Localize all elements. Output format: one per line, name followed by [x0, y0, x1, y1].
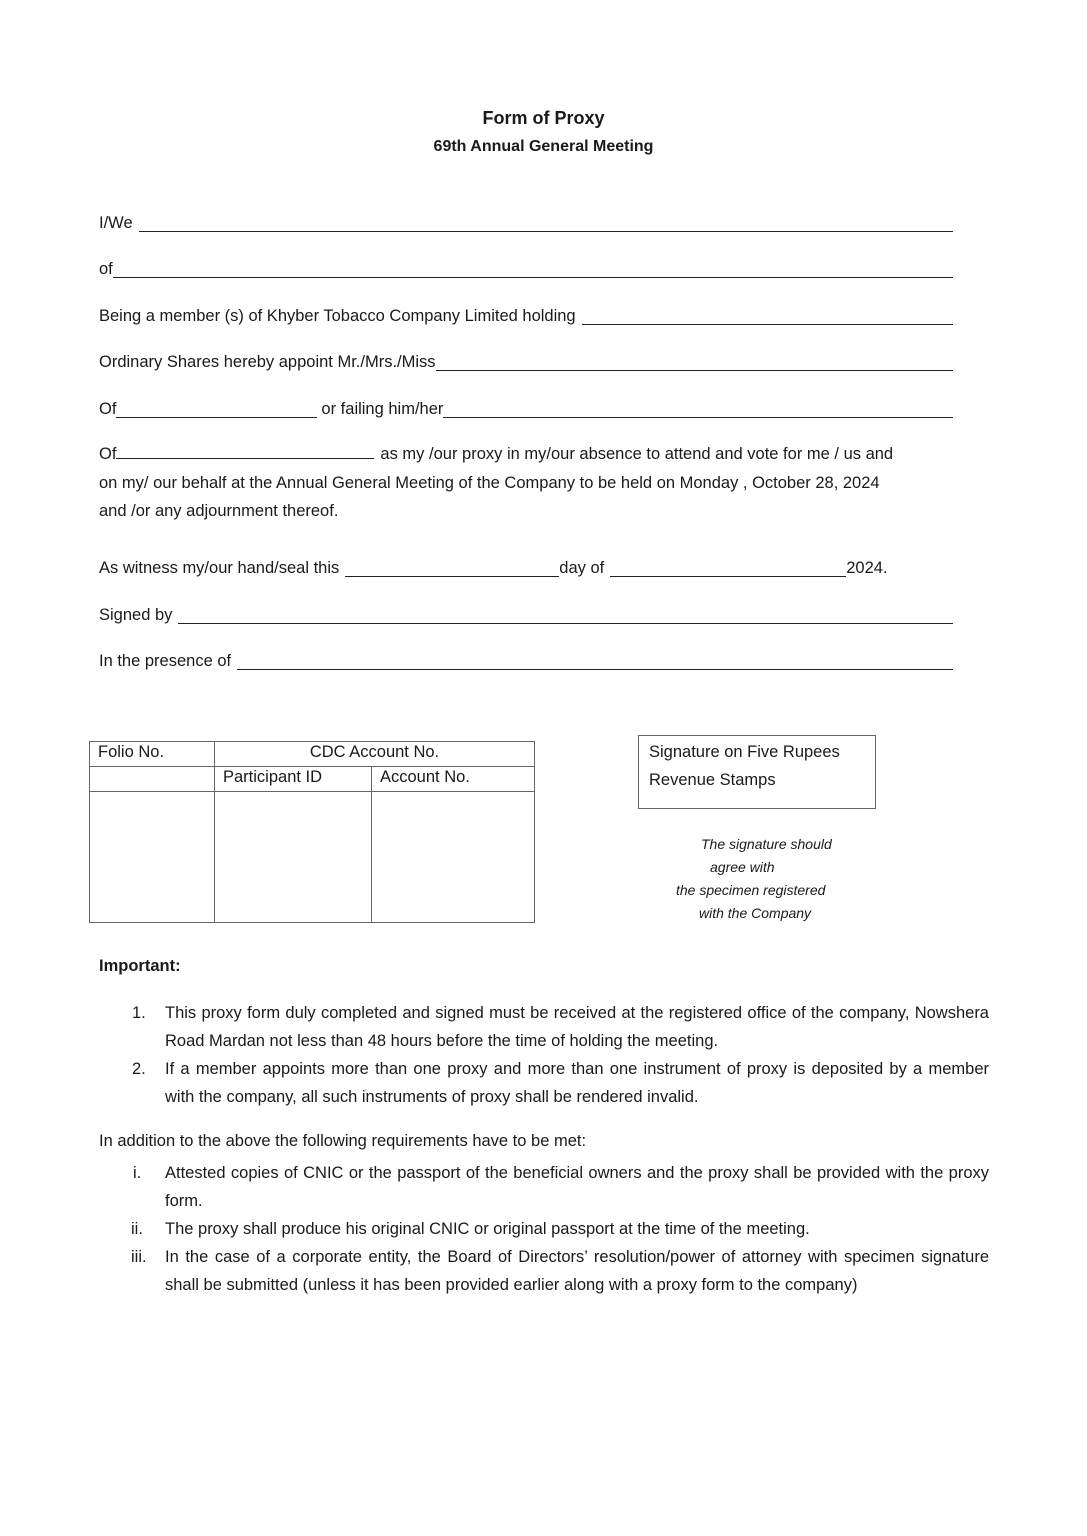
folio-cell[interactable] [90, 792, 215, 923]
list-item [99, 1243, 989, 1299]
folio-subheader-empty [90, 767, 215, 792]
requirements-intro: In addition to the above the following requirements have to be met: [99, 1132, 587, 1150]
cdc-account-table [89, 741, 535, 923]
account-no-cell[interactable] [372, 792, 535, 923]
list-item-number [99, 999, 165, 1055]
signature-note-line: agree with [710, 859, 775, 875]
day-of-label: day of [559, 559, 605, 577]
proxy-paragraph [99, 440, 979, 526]
list-item [99, 1159, 989, 1215]
proxy-address-field[interactable] [116, 399, 317, 418]
year-label: 2024. [846, 559, 888, 577]
alternate-proxy-address-field[interactable] [116, 440, 374, 459]
witness-label: As witness my/our hand/seal this [99, 559, 340, 577]
participant-id-cell[interactable] [215, 792, 372, 923]
appoint-row [99, 349, 953, 373]
member-row [99, 303, 953, 327]
list-number: 2. [132, 1060, 146, 1078]
of-address-field[interactable] [113, 259, 953, 278]
list-number: i. [133, 1164, 142, 1182]
stamp-label-line-2: Revenue Stamps [649, 771, 776, 789]
list-item-text: The proxy shall produce his original CNIC or original passport at the time of the meeting. [165, 1220, 810, 1238]
signature-note [640, 833, 900, 925]
stamp-label-line-1: Signature on Five Rupees [649, 743, 840, 761]
table-header-row [90, 742, 535, 767]
list-item-number [99, 1159, 165, 1215]
iwe-field[interactable] [139, 213, 953, 232]
signed-by-field[interactable] [178, 605, 953, 624]
cdc-header: CDC Account No. [215, 742, 535, 767]
folio-header: Folio No. [90, 742, 215, 767]
shares-held-field[interactable] [582, 306, 953, 325]
witness-row [99, 555, 939, 579]
member-label: Being a member (s) of Khyber Tobacco Company Limited holding [99, 307, 576, 325]
of2-label: Of [99, 400, 117, 418]
revenue-stamp-box[interactable] [638, 735, 876, 809]
iwe-label: I/We [99, 214, 133, 232]
list-item-number [99, 1215, 165, 1243]
witness-name-field[interactable] [237, 651, 953, 670]
list-item [99, 1055, 989, 1111]
iwe-row [99, 210, 953, 234]
important-heading: Important: [99, 957, 181, 975]
day-field[interactable] [345, 558, 559, 577]
failing-label: or failing him/her [321, 400, 444, 418]
of3-label: Of [99, 445, 117, 463]
failing-row [99, 396, 953, 420]
list-item [99, 1215, 989, 1243]
signed-by-row [99, 602, 953, 626]
document-subtitle: 69th Annual General Meeting [433, 138, 654, 155]
presence-row [99, 648, 953, 672]
table-subheader-row [90, 767, 535, 792]
list-item-number [99, 1243, 165, 1299]
account-no-header: Account No. [372, 767, 535, 792]
of-row [99, 256, 953, 280]
presence-label: In the presence of [99, 652, 232, 670]
alternate-proxy-field[interactable] [443, 399, 953, 418]
list-item-text: Attested copies of CNIC or the passport of the beneficial owners and the proxy shall be provided with the proxy form. [165, 1164, 989, 1210]
proxy-text-3: and /or any adjournment thereof. [99, 502, 339, 520]
month-field[interactable] [610, 558, 846, 577]
list-item-text: In the case of a corporate entity, the Board of Directors’ resolution/power of attorney with specimen signature shall be submitted (unless it has been provided earlier along with a proxy form to the company) [165, 1248, 989, 1294]
proxy-name-field[interactable] [436, 352, 953, 371]
signature-note-line: the specimen registered [676, 882, 826, 898]
requirements-list [99, 1159, 989, 1299]
list-item [99, 999, 989, 1055]
list-number: iii. [131, 1248, 147, 1266]
list-item-text: If a member appoints more than one proxy and more than one instrument of proxy is deposited by a member with the company, all such instruments of proxy shall be rendered invalid. [165, 1060, 989, 1106]
proxy-text-1: as my /our proxy in my/our absence to attend and vote for me / us and [380, 445, 894, 463]
participant-id-header: Participant ID [215, 767, 372, 792]
list-item-number [99, 1055, 165, 1111]
list-number: ii. [131, 1220, 143, 1238]
list-item-text: This proxy form duly completed and signed must be received at the registered office of the company, Nowshera Road Mardan not less than 48 hours before the time of holding the meeting. [165, 1004, 989, 1050]
signed-by-label: Signed by [99, 606, 173, 624]
table-row [90, 792, 535, 923]
important-list [99, 999, 989, 1111]
list-number: 1. [132, 1004, 146, 1022]
signature-note-line: The signature should [701, 836, 832, 852]
signature-note-line: with the Company [699, 905, 812, 921]
document-title: Form of Proxy [482, 108, 605, 128]
appoint-label: Ordinary Shares hereby appoint Mr./Mrs./Miss [99, 353, 436, 371]
proxy-text-2: on my/ our behalf at the Annual General Meeting of the Company to be held on Monday , October 28, 2024 [99, 473, 880, 492]
of-label: of [99, 260, 113, 278]
